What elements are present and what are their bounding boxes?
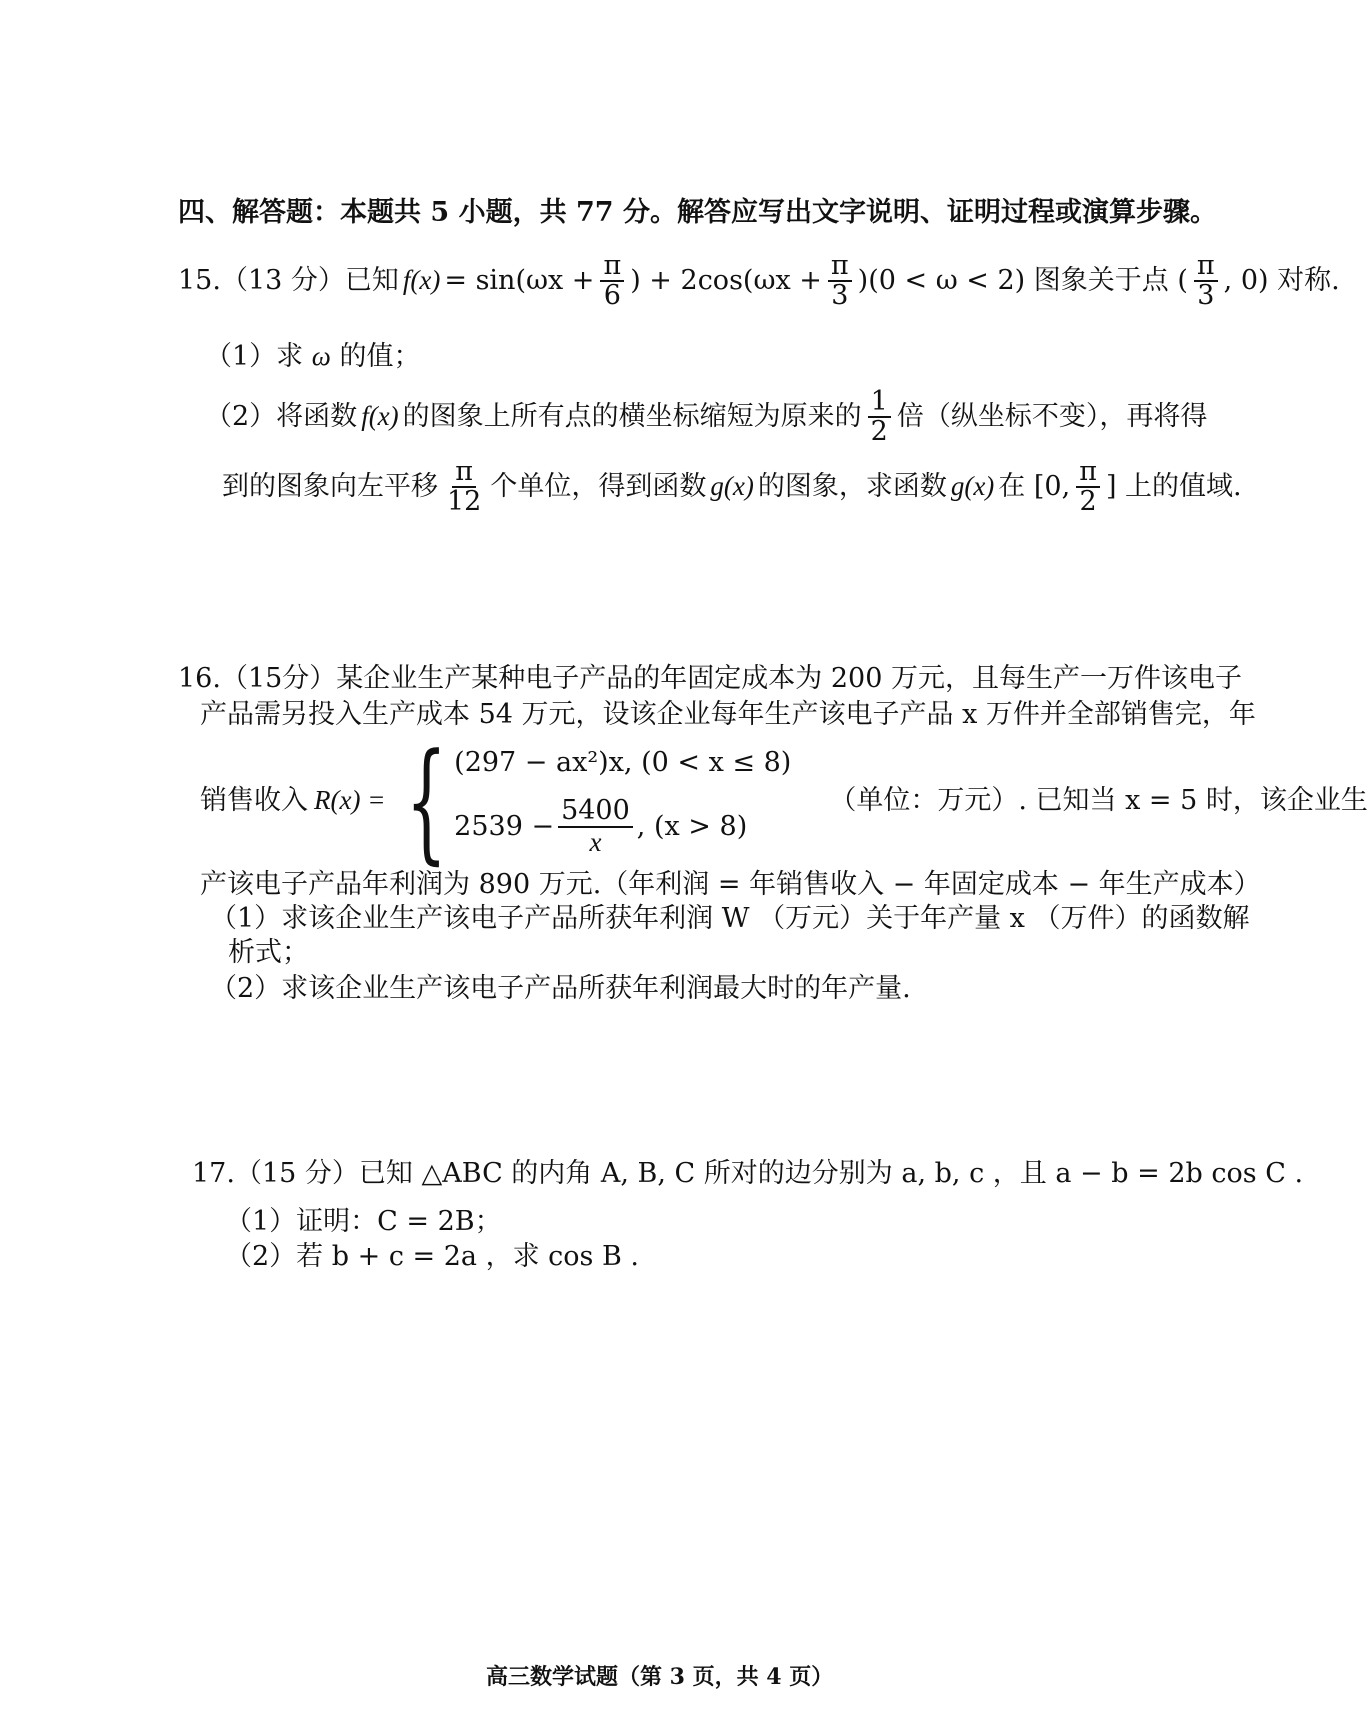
- q15-gx: g(x): [710, 471, 754, 502]
- q16-sales-label: 销售收入: [200, 785, 308, 817]
- q15-part2-line2: [222, 458, 1242, 517]
- frac-numerator: π: [828, 252, 852, 282]
- q15-gx-2: g(x): [950, 471, 995, 502]
- q16-piecewise-line: [200, 725, 1368, 877]
- q15-part1-tail: 的值；: [339, 341, 421, 372]
- q16-part1: （1）求该企业生产该电子产品所获年利润 W （万元）关于年产量 x （万件）的函数解: [210, 903, 1250, 934]
- q17-part1: （1）证明：C = 2B；: [225, 1206, 502, 1237]
- frac-numerator: π: [600, 252, 624, 282]
- piecewise-case-2: [454, 797, 791, 856]
- case2-suffix: , (x > 8): [636, 810, 748, 842]
- q15-part3-b: 个单位，得到函数: [490, 471, 707, 503]
- fraction-pi-6: [600, 252, 624, 311]
- piecewise-brace: {: [406, 725, 448, 877]
- page-footer: 高三数学试题（第 3 页，共 4 页）: [486, 1664, 834, 1690]
- q15-omega: ω: [311, 341, 331, 371]
- frac-numerator: π: [1194, 252, 1218, 282]
- frac-denominator: 2: [1079, 486, 1097, 518]
- q15-part3-e: ] 上的值域.: [1105, 471, 1242, 503]
- frac-denominator: 12: [447, 486, 482, 518]
- q16-unit-text: （单位：万元）. 已知当 x = 5 时，该企业生: [829, 785, 1368, 817]
- q15-part1-text: （1）求: [205, 341, 304, 372]
- frac-denominator: 3: [1197, 280, 1215, 312]
- fraction-pi-12: [444, 458, 484, 517]
- q15-number: 15.（13 分）已知: [178, 265, 399, 297]
- q15-part2-b: 的图象上所有点的横坐标缩短为原来的: [402, 401, 862, 433]
- q15-part2-c: 倍（纵坐标不变），再将得: [896, 401, 1208, 433]
- frac-numerator: π: [452, 458, 476, 488]
- q15-part2-a: （2）将函数: [205, 401, 358, 433]
- frac-denominator: x: [589, 826, 602, 857]
- frac-denominator: 3: [831, 280, 849, 312]
- q15-eq-part3: )(0 < ω < 2) 图象关于点 (: [857, 265, 1188, 297]
- frac-numerator: 1: [868, 388, 891, 418]
- section-heading: 四、解答题：本题共 5 小题，共 77 分。解答应写出文字说明、证明过程或演算步骤。: [178, 197, 1217, 228]
- q16-rx: R(x) =: [314, 785, 386, 816]
- q15-part3-a: 到的图象向左平移: [222, 471, 438, 503]
- q15-part1: [205, 340, 420, 374]
- q15-part3-c: 的图象，求函数: [757, 471, 947, 503]
- q17-part2: （2）若 b + c = 2a ，求 cos B .: [225, 1241, 640, 1272]
- question-15: [178, 252, 1340, 311]
- fraction-5400-x: [558, 797, 633, 856]
- frac-denominator: 6: [603, 280, 621, 312]
- piecewise-cases: [454, 746, 791, 856]
- fraction-pi-3-point: [1194, 252, 1218, 311]
- q15-fx: f(x): [402, 265, 441, 296]
- frac-numerator: 5400: [558, 797, 633, 827]
- frac-numerator: π: [1076, 458, 1100, 488]
- fraction-1-2: [868, 388, 891, 447]
- q17-line1: 17.（15 分）已知 △ABC 的内角 A, B, C 所对的边分别为 a, b, c ，且 a − b = 2b cos C .: [192, 1158, 1304, 1189]
- piecewise-case-1: (297 − ax²)x, (0 < x ≤ 8): [454, 747, 792, 778]
- fraction-pi-3: [828, 252, 852, 311]
- q15-eq-part1: = sin(ωx +: [444, 265, 595, 297]
- q15-part3-d: 在 [0,: [998, 471, 1071, 503]
- q15-eq-part4: , 0) 对称.: [1223, 265, 1340, 297]
- frac-denominator: 2: [870, 416, 888, 448]
- q16-line2: 产品需另投入生产成本 54 万元，设该企业每年生产该电子产品 x 万件并全部销售完，年: [200, 699, 1256, 730]
- q15-eq-part2: ) + 2cos(ωx +: [630, 265, 822, 297]
- q15-fx-2: f(x): [361, 401, 399, 432]
- case2-prefix: 2539 −: [454, 810, 555, 842]
- fraction-pi-2: [1076, 458, 1100, 517]
- q16-line1: 16.（15分）某企业生产某种电子产品的年固定成本为 200 万元，且每生产一万件该电子: [178, 663, 1242, 694]
- q16-part2: （2）求该企业生产该电子产品所获年利润最大时的年产量.: [210, 973, 911, 1004]
- q16-part1-cont: 析式；: [228, 937, 309, 968]
- q16-line4: 产该电子产品年利润为 890 万元.（年利润 = 年销售收入 − 年固定成本 − 年生产成本）: [200, 869, 1261, 900]
- q15-part2-line1: [205, 388, 1207, 447]
